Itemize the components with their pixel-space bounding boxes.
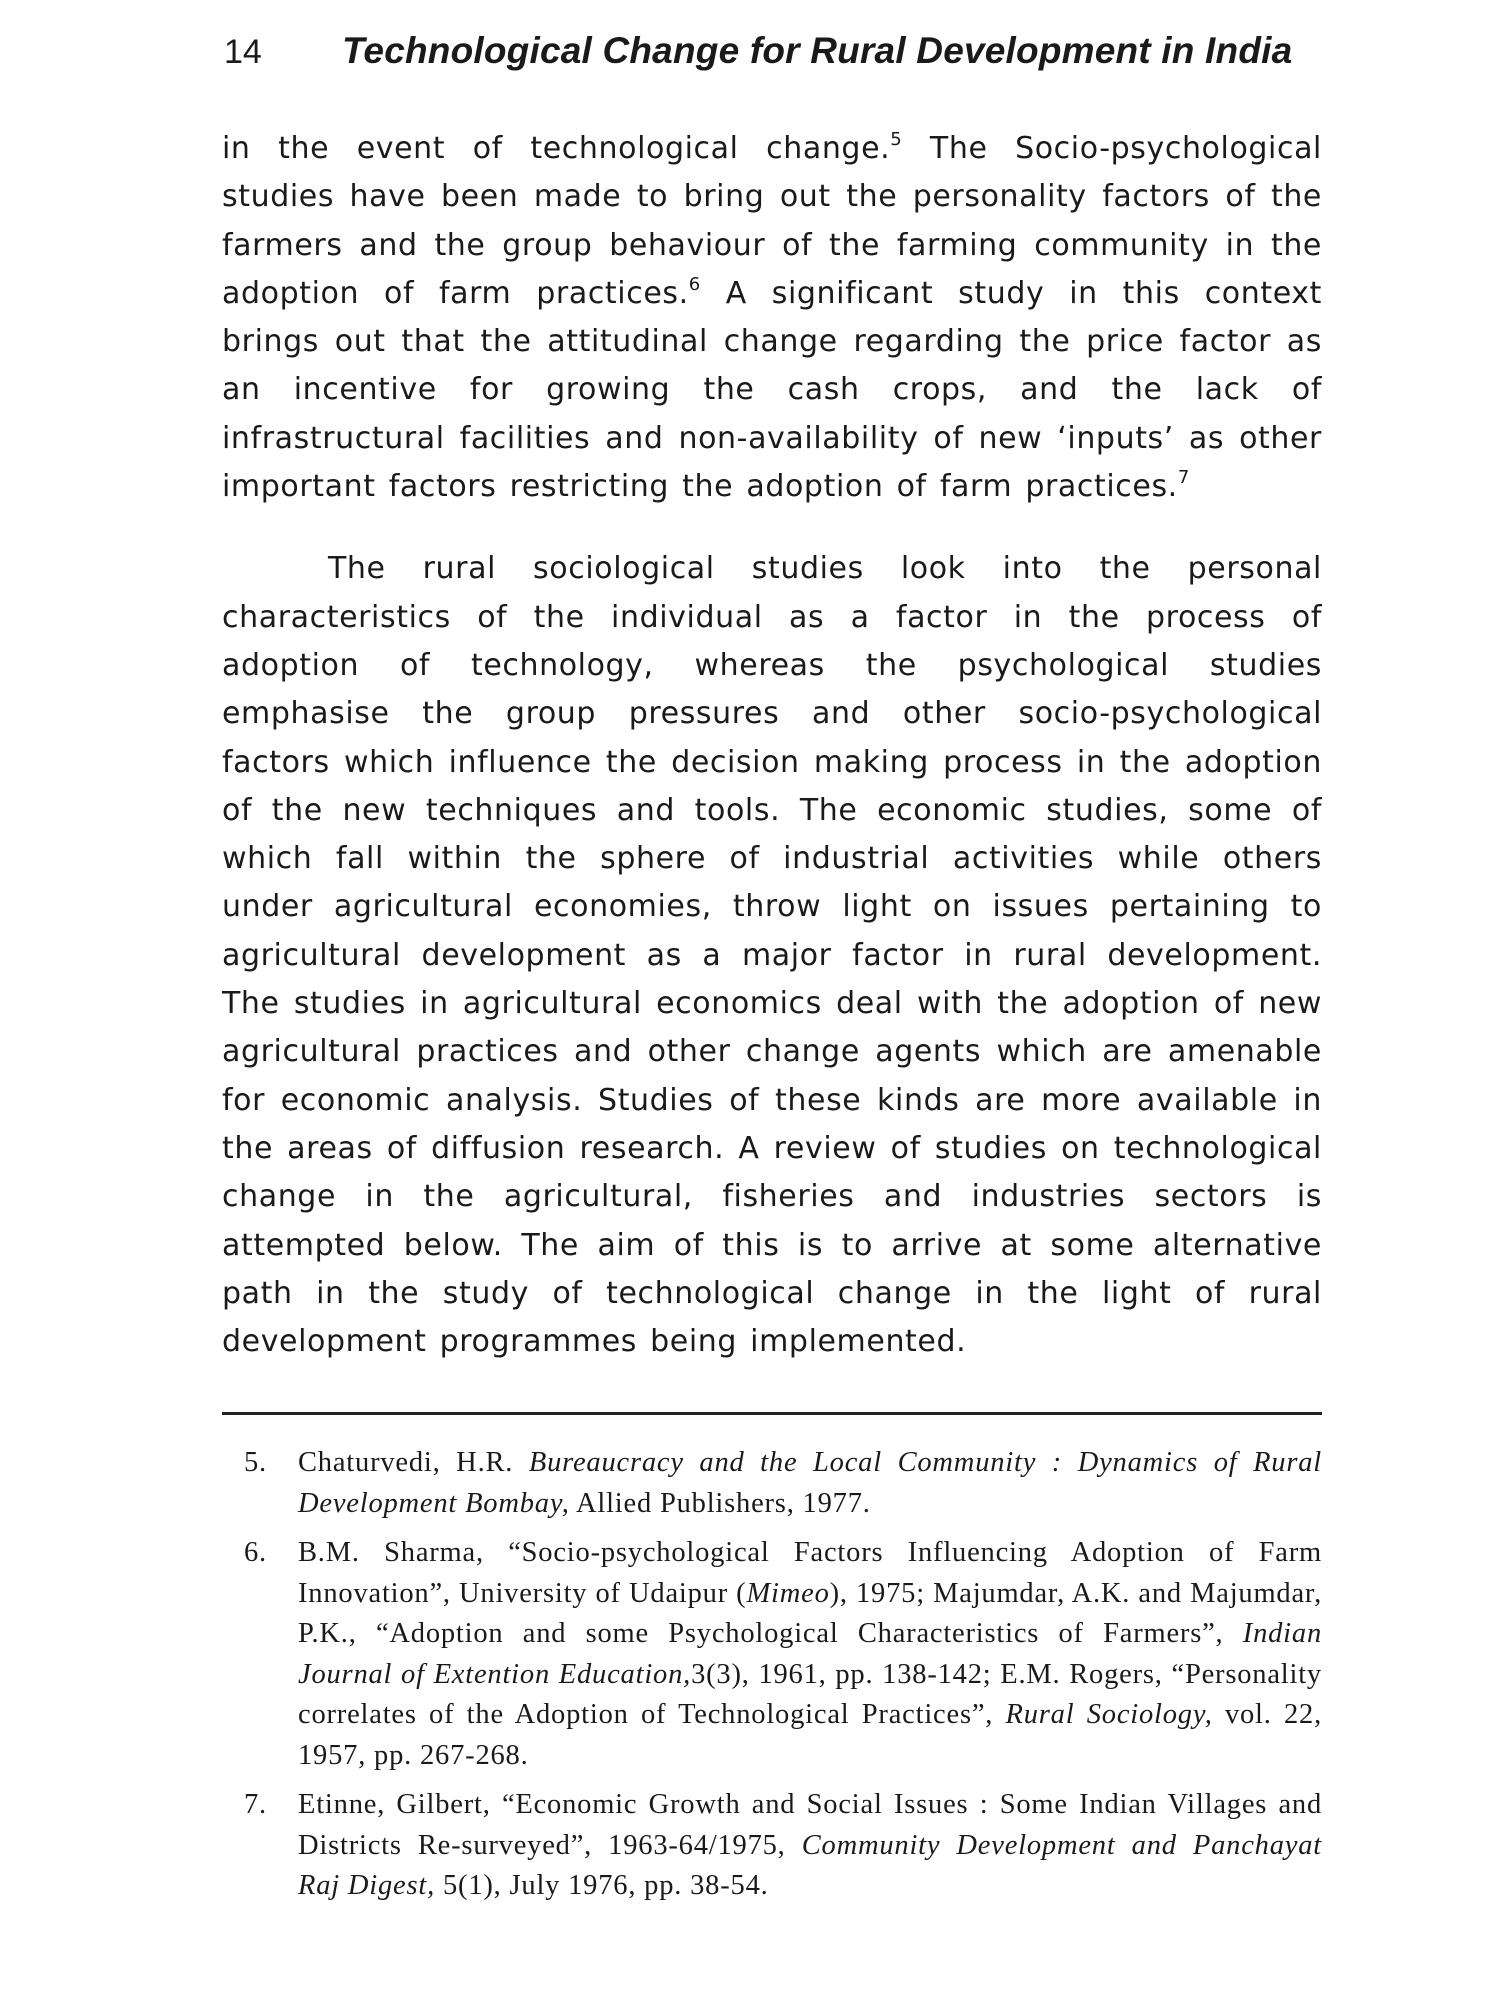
footnote-ref-7: 7 xyxy=(1177,467,1190,489)
paragraph-1-sentence-1: in the event of technological change. xyxy=(222,131,891,166)
paragraph-1-sentence-2: The Socio-psychological studies have been made to bring out the personality factors of the farmers and the group behaviour of the farming community in the adoption of farm practices. xyxy=(222,131,1322,311)
body-text xyxy=(222,125,1322,1366)
footnote-5 xyxy=(222,1443,1322,1524)
running-header xyxy=(222,30,1322,90)
paragraph-2: The rural sociological studies look into the personal characteristics of the individual as a factor in the process of adoption of technology, whereas the psychological studies emphasise the group pressures and other socio-psychological factors which influence the decision making process in the adoption of the new techniques and tools. The economic studies, some of which fall within the sphere of industrial activities while others under agricultural economies, throw light on issues pertaining to agricultural development as a major factor in rural development. The studies in agricultural economics deal with the adoption of new agricultural practices and other change agents which are amenable for economic analysis. Studies of these kinds are more available in the areas of diffusion research. A review of studies on technological change in the agricultural, fisheries and industries sectors is attempted below. The aim of this is to arrive at some alternative path in the study of technological change in the light of rural development programmes being implemented. xyxy=(222,551,1322,1360)
footnote-text-part: Allied Publishers, 1977. xyxy=(569,1487,871,1519)
footnote-text-part: vol. 22, 1957, pp. 267-268. xyxy=(298,1699,1323,1771)
footnote-6 xyxy=(222,1533,1322,1776)
footnote-italic-title: Rural Sociology, xyxy=(1005,1699,1213,1731)
footnote-text-part: 3(3), 1961, pp. 138-142; E.M. Rogers, “Personality correlates of the Adoption of Technological Practices”, xyxy=(298,1658,1322,1731)
footnote-text-part: B.M. Sharma, “Socio-psychological Factors Influencing Adoption of Farm Innovation”, University of Udaipur ( xyxy=(298,1537,1322,1609)
footnote-text-part: ), 1975; Majumdar, A.K. and Majumdar, P.K., “Adoption and some Psychological Characteristics of Farmers”, xyxy=(298,1577,1323,1650)
footnote-italic-title: Community Development and Panchayat Raj Digest, xyxy=(298,1829,1322,1902)
paragraph-1-sentence-3: A significant study in this context brings out that the attitudinal change regarding the price factor as an incentive for growing the cash crops, and the lack of infrastructural facilities and non-availability of new ‘inputs’ as other important factors restricting the adoption of farm practices. xyxy=(222,275,1322,505)
book-page xyxy=(222,30,1322,1916)
footnote-text xyxy=(298,1443,1322,1524)
footnote-text-part: Etinne, Gilbert, “Economic Growth and Social Issues : Some Indian Villages and Districts Re-surveyed”, 1963-64/1975, xyxy=(298,1789,1322,1861)
footnote-text xyxy=(298,1785,1322,1907)
footnote-number: 7. xyxy=(244,1789,267,1821)
footnote-divider xyxy=(222,1412,1322,1415)
footnote-text xyxy=(298,1533,1322,1776)
footnote-number: 5. xyxy=(244,1447,267,1479)
page-number: 14 xyxy=(224,33,262,71)
footnote-italic-title: Mimeo xyxy=(746,1577,830,1609)
running-title: Technological Change for Rural Development in India xyxy=(342,30,1293,71)
footnote-7 xyxy=(222,1785,1322,1907)
footnote-number: 6. xyxy=(244,1537,267,1569)
footnote-text-part: 5(1), July 1976, pp. 38-54. xyxy=(435,1870,769,1902)
footnote-italic-title: Bureaucracy and the Local Community : Dynamics of Rural Development Bombay, xyxy=(298,1447,1323,1519)
paragraph-1 xyxy=(222,125,1322,511)
footnote-ref-6: 6 xyxy=(688,273,701,295)
footnote-ref-5: 5 xyxy=(890,129,903,150)
footnote-italic-title: Indian Journal of Extention Education, xyxy=(298,1618,1322,1690)
footnote-text-part: Chaturvedi, H.R. xyxy=(298,1447,529,1479)
footnotes xyxy=(222,1443,1322,1907)
